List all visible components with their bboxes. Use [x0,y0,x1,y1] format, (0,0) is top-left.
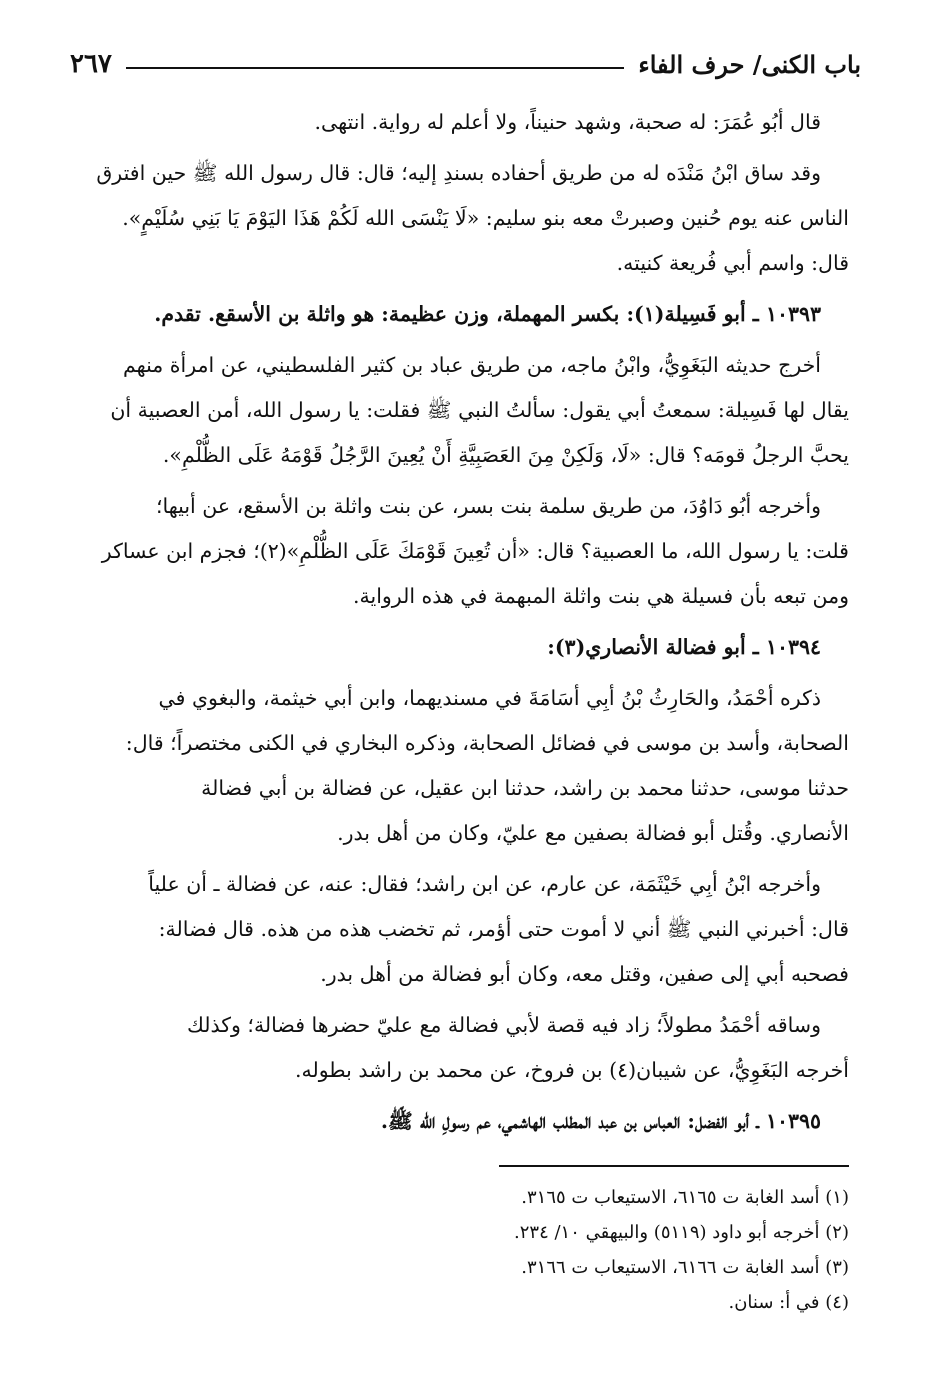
text-line: ١٠٣٩٣ ـ أبو فَسِيلة(١): بكسر المهملة، وزن عظيمة: هو واثلة بن الأسقع. تقدم. [154,302,821,326]
main-text [78,100,849,1150]
text-line: يقال لها فَسِيلة: سمعتُ أبي يقول: سألتُ النبي ﷺ فقلت: يا رسول الله، أمن العصبية أن [110,398,849,422]
footnote: (٤) في أ: سنان. [728,1292,849,1313]
paragraph [78,100,849,145]
paragraph [78,676,849,856]
footnote: (٣) أسد الغابة ت ٦١٦٦، الاستيعاب ت ٣١٦٦. [521,1257,849,1278]
text-line: أخرج حديثه البَغَوِيُّ، وابْنُ ماجه، من طريق عباد بن كثير الفلسطيني، عن امرأة منهم [123,353,821,377]
text-line: قال: واسم أبي فُريعة كنيته. [616,251,849,275]
footnote: (١) أسد الغابة ت ٦١٦٥، الاستيعاب ت ٣١٦٥. [521,1187,849,1208]
header-rule [126,67,625,69]
text-line: حدثنا موسى، حدثنا محمد بن راشد، حدثنا ابن عقيل، عن فضالة بن أبي فضالة [201,776,849,800]
text-line: ومن تبعه بأن فسيلة هي بنت واثلة المبهمة في هذه الرواية. [352,584,849,608]
footnotes [78,1180,849,1320]
text-line: ذكره أحْمَدُ، والحَارِثُ بْنُ أبِي أسَامَةَ في مسنديهما، وابن أبي خيثمة، والبغوي في [158,686,821,710]
text-line: الصحابة، وأسد بن موسى في فضائل الصحابة، وذكره البخاري في الكنى مختصراً؛ قال: [125,731,849,755]
footnote-rule [499,1165,849,1167]
entry-heading [78,625,849,670]
text-line: قلت: يا رسول الله، ما العصبية؟ قال: «أن تُعِينَ قَوْمَكَ عَلَى الظُّلْمِ»(٢)؛ فجزم ابن عساكر [101,539,849,563]
paragraph [78,484,849,619]
paragraph [78,151,849,286]
text-line: يحبَّ الرجلُ قومَه؟ قال: «لَا، وَلَكِنْ مِنَ العَصَبِيَّةِ أَنْ يُعِينَ الرَّجُلُ قَوْمَهُ عَلَى الظُّلْمِ». [162,443,849,467]
entry-heading [78,1099,849,1144]
text-line: وساقه أحْمَدُ مطولاً؛ زاد فيه قصة لأبي فضالة مع عليّ حضرها فضالة؛ وكذلك [186,1013,821,1037]
text-line: الناس عنه يوم حُنين وصبرتْ معه بنو سليم: «لَا يَنْسَى الله لَكُمْ هَذَا اليَوْمَ يَا بَنِي سُلَيْمٍ». [122,206,849,230]
text-line: أخرجه البَغَوِيُّ، عن شيبان(٤) بن فروخ، عن محمد بن راشد بطوله. [294,1058,849,1082]
text-line: ١٠٣٩٤ ـ أبو فضالة الأنصاري(٣): [547,635,821,659]
paragraph [78,1003,849,1093]
text-line: ١٠٣٩٥ ـ أبو الفضل: العباس بن عبد المطلب الهاشمي، عم رسولِ الله ﷺ. [380,1109,821,1133]
paragraph [78,862,849,997]
text-line: فصحبه أبي إلى صفين، وقتل معه، وكان أبو فضالة من أهل بدر. [320,962,849,986]
text-line: قال أبُو عُمَرَ: له صحبة، وشهد حنيناً، ولا أعلم له رواية. انتهى. [314,110,821,134]
text-line: وأخرجه أبُو دَاوُدَ، من طريق سلمة بنت بسر، عن بنت واثلة بن الأسقع، عن أبيها؛ [155,494,821,518]
text-line: قال: أخبرني النبي ﷺ أني لا أموت حتى أؤمر، ثم تخضب هذه من هذه. قال فضالة: [158,917,849,941]
text-line: الأنصاري. وقُتل أبو فضالة بصفين مع عليّ، وكان من أهل بدر. [337,821,849,845]
running-header [70,44,861,84]
text-line: وقد ساق ابْنُ مَنْدَه له من طريق أحفاده بسندِ إليه؛ قال: قال رسول الله ﷺ حين افترق [96,161,821,185]
entry-heading [78,292,849,337]
chapter-title: باب الكنى/ حرف الفاء [638,49,861,79]
footnote: (٢) أخرجه أبو داود (٥١١٩) والبيهقي ١٠/ ٢٣٤. [514,1222,849,1243]
page-number: ٢٦٧ [70,49,112,79]
paragraph [78,343,849,478]
text-line: وأخرجه ابْنُ أبِي خَيْثَمَة، عن عارم، عن ابن راشد؛ فقال: عنه، عن فضالة ـ أن علياً [148,872,821,896]
